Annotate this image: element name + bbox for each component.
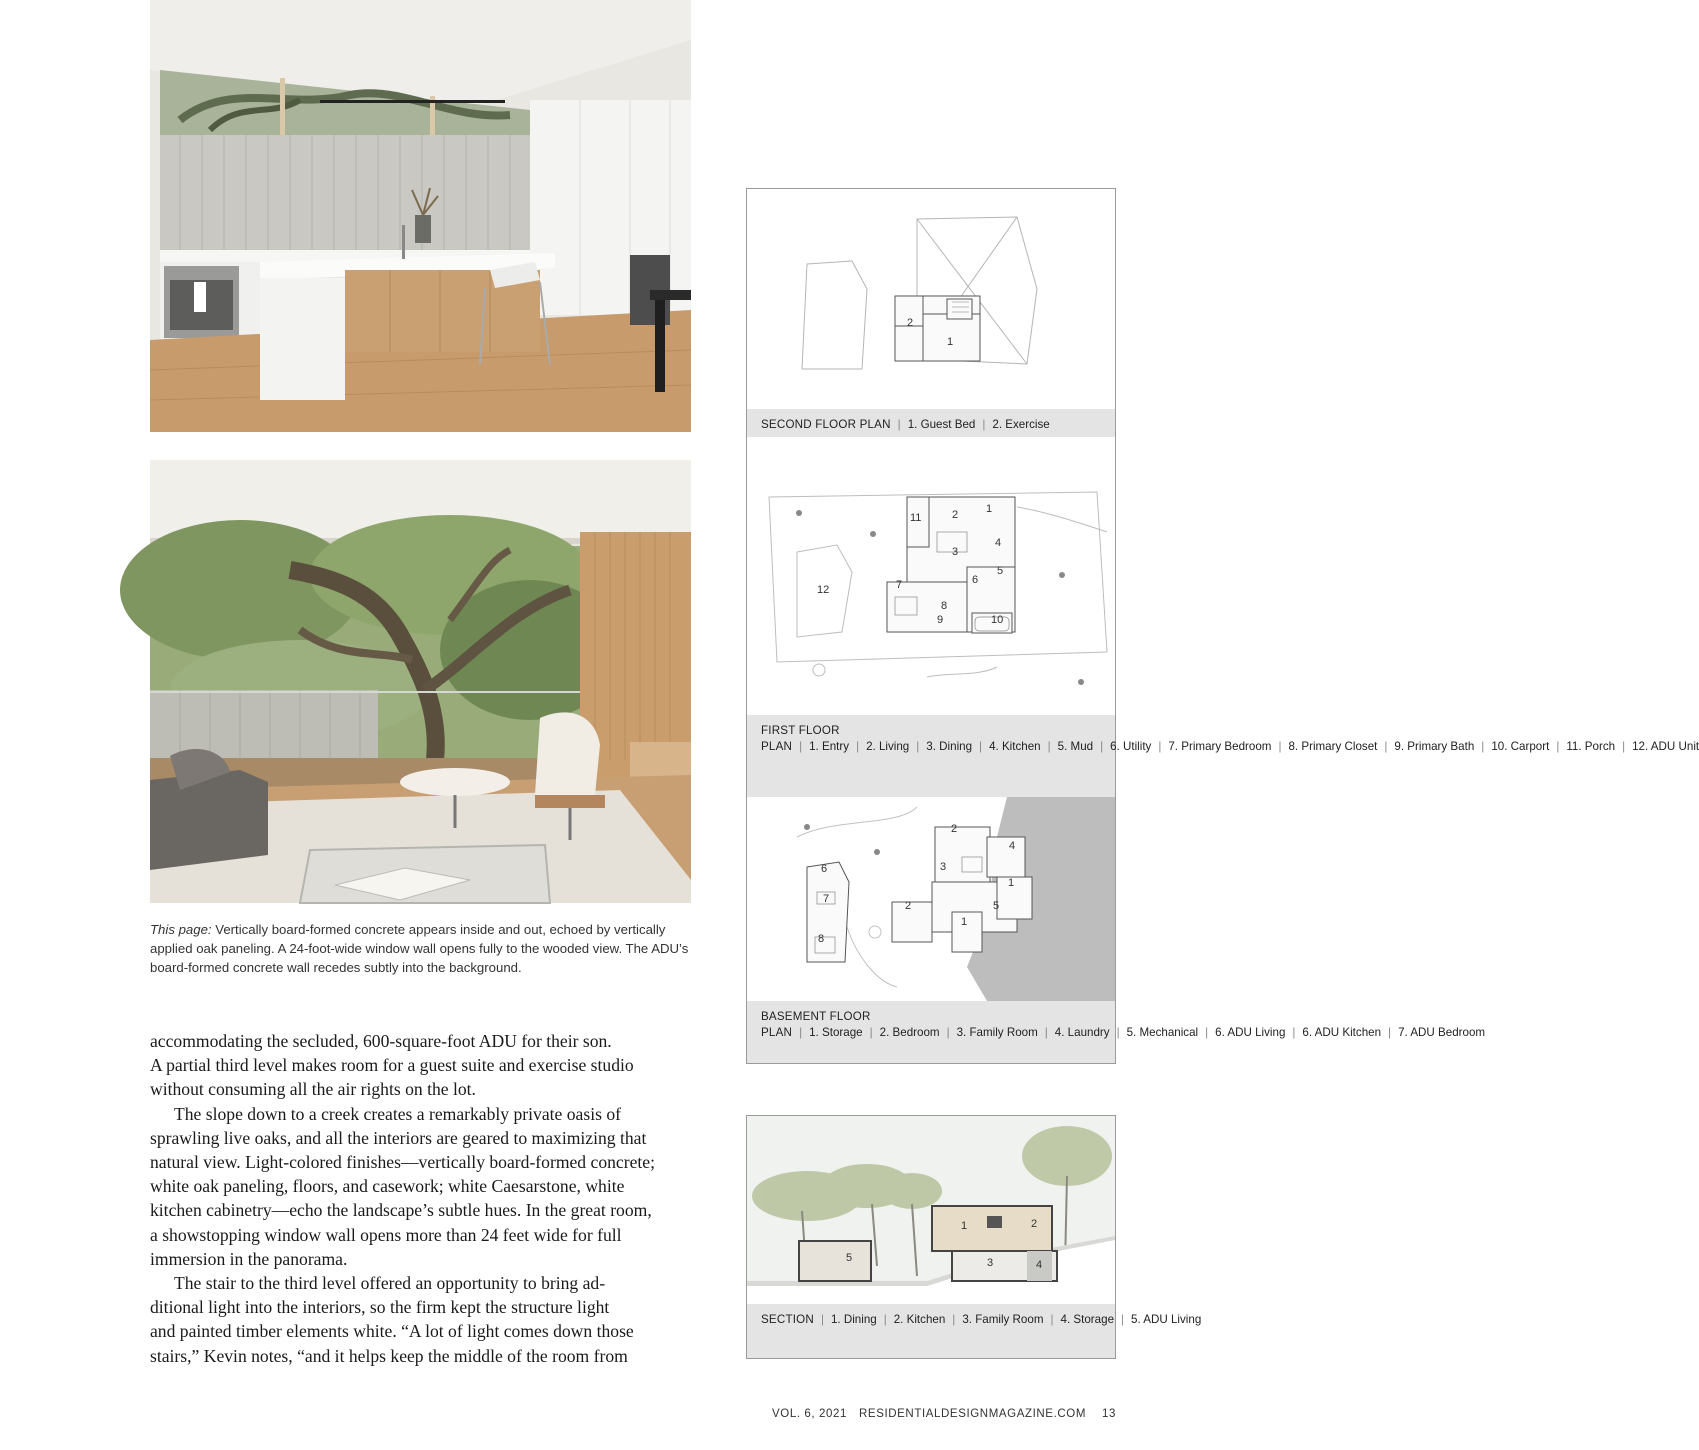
- basement-floor-plan-legend: BASEMENT FLOOR PLAN | 1. Storage | 2. Bedroom | 3. Family Room | 4. Laundry | 5. Mechanical | 6. ADU Living | 6. ADU Kitchen | 7. ADU Bedroom: [747, 1001, 1115, 1063]
- text-line: stairs,” Kevin notes, “and it helps keep the middle of the room from: [150, 1345, 628, 1366]
- legend-item: 8. Primary Closet: [1288, 740, 1378, 753]
- first-floor-plan-title: FIRST FLOOR PLAN: [761, 724, 840, 753]
- plan-number: 11: [910, 512, 922, 524]
- legend-item: 5. Mud: [1057, 740, 1094, 753]
- caption-lead: This page:: [150, 922, 212, 937]
- basement-floor-plan-drawing: [747, 797, 1115, 1001]
- plan-number: 4: [995, 537, 1002, 549]
- legend-item: 9. Primary Bath: [1394, 740, 1475, 753]
- plan-number: 7: [896, 579, 903, 591]
- legend-item: 6. ADU Living: [1215, 1026, 1286, 1039]
- legend-item: 5. Mechanical: [1126, 1026, 1199, 1039]
- legend-item: 1. Dining: [830, 1313, 877, 1326]
- second-floor-plan-title: SECOND FLOOR PLAN: [761, 418, 891, 431]
- legend-item: 1. Entry: [809, 740, 850, 753]
- legend-item: 4. Laundry: [1054, 1026, 1110, 1039]
- text-line: A partial third level makes room for a guest suite and exercise studio: [150, 1055, 634, 1076]
- legend-item: 1. Guest Bed: [907, 418, 976, 431]
- floor-plans-panel: [746, 188, 1699, 1064]
- plan-number: 2: [907, 317, 914, 329]
- legend-item: 4. Kitchen: [989, 740, 1041, 753]
- section-number: 1: [961, 1220, 968, 1232]
- legend-item: 5. ADU Living: [1131, 1313, 1202, 1326]
- plan-number: 8: [818, 933, 825, 945]
- paragraph-1: [150, 1029, 695, 1102]
- legend-item: 3. Dining: [926, 740, 973, 753]
- text-line: without consuming all the air rights on the lot.: [150, 1079, 476, 1100]
- plan-number: 12: [817, 584, 830, 596]
- text-line: a showstopping window wall opens more than 24 feet wide for full: [150, 1224, 622, 1245]
- legend-item: 4. Storage: [1060, 1313, 1115, 1326]
- second-floor-plan-drawing: [747, 189, 1115, 409]
- legend-item: 3. Family Room: [962, 1313, 1044, 1326]
- plan-number: 5: [997, 565, 1004, 577]
- legend-item: 2. Bedroom: [879, 1026, 940, 1039]
- text-line: immersion in the panorama.: [150, 1248, 348, 1269]
- legend-item: 6. ADU Kitchen: [1302, 1026, 1382, 1039]
- plan-number: 5: [993, 900, 1000, 912]
- legend-item: 7. Primary Bedroom: [1168, 740, 1272, 753]
- plan-number: 10: [991, 614, 1004, 626]
- plan-number: 1: [986, 503, 993, 515]
- legend-item: 1. Storage: [809, 1026, 863, 1039]
- legend-item: 2. Living: [866, 740, 910, 753]
- page-number: 13: [1102, 1408, 1116, 1420]
- section-title: SECTION: [761, 1313, 814, 1326]
- legend-item: 12. ADU Unit: [1632, 740, 1699, 753]
- basement-floor-plan-title: BASEMENT FLOOR PLAN: [761, 1010, 871, 1039]
- text-line: and painted timber elements white. “A lot of light comes down those: [150, 1321, 634, 1342]
- text-line: ditional light into the interiors, so the firm kept the structure light: [150, 1297, 610, 1318]
- legend-item: 11. Porch: [1566, 740, 1616, 753]
- footer-site: RESIDENTIALDESIGNMAGAZINE.COM: [859, 1408, 1086, 1420]
- section-legend: SECTION | 1. Dining | 2. Kitchen | 3. Family Room | 4. Storage | 5. ADU Living: [747, 1304, 1115, 1358]
- kitchen-photo: [150, 0, 691, 432]
- plan-number: 7: [823, 893, 830, 905]
- article-body: [150, 1029, 695, 1368]
- page-footer: [760, 1408, 1116, 1420]
- plan-number: 2: [952, 509, 959, 521]
- legend-item: 2. Exercise: [992, 418, 1050, 431]
- plan-number: 8: [941, 600, 948, 612]
- footer-volume: VOL. 6, 2021: [772, 1408, 848, 1420]
- section-number: 5: [846, 1252, 853, 1264]
- text-line: natural view. Light-colored finishes—vertically board-formed concrete;: [150, 1152, 655, 1173]
- legend-item: 10. Carport: [1491, 740, 1550, 753]
- plan-number: 3: [940, 861, 947, 873]
- first-floor-plan-drawing: [747, 437, 1115, 715]
- second-floor-plan-legend: SECOND FLOOR PLAN | 1. Guest Bed | 2. Exercise: [747, 409, 1115, 437]
- text-line: accommodating the secluded, 600-square-foot ADU for their son.: [150, 1031, 612, 1051]
- legend-item: 6. Utility: [1110, 740, 1152, 753]
- text-line: sprawling live oaks, and all the interiors are geared to maximizing that: [150, 1127, 647, 1148]
- plan-number: 2: [951, 823, 958, 835]
- paragraph-2: [150, 1102, 695, 1271]
- plan-number: 9: [937, 614, 944, 626]
- text-line: The stair to the third level offered an opportunity to bring ad-: [174, 1273, 606, 1294]
- plan-number: 1: [1008, 877, 1015, 889]
- text-line: white oak paneling, floors, and casework; white Caesarstone, white: [150, 1176, 625, 1197]
- plan-number: 6: [972, 574, 979, 586]
- paragraph-3: [150, 1271, 695, 1368]
- section-panel: [746, 1115, 1202, 1359]
- plan-number: 1: [947, 336, 954, 348]
- text-line: kitchen cabinetry—echo the landscape’s subtle hues. In the great room,: [150, 1200, 652, 1221]
- plan-number: 3: [952, 546, 959, 558]
- legend-item: 2. Kitchen: [893, 1313, 946, 1326]
- legend-item: 7. ADU Bedroom: [1398, 1026, 1486, 1039]
- photo-caption: [150, 920, 695, 977]
- first-floor-plan-legend: FIRST FLOOR PLAN | 1. Entry | 2. Living | 3. Dining | 4. Kitchen | 5. Mud | 6. Utility | 7. Primary Bedroom | 8. Primary Closet | 9. Primary Bath | 10. Carport | 11. Porch | 12. ADU Unit: [747, 715, 1115, 797]
- plan-number: 4: [1009, 840, 1016, 852]
- section-number: 4: [1036, 1259, 1043, 1271]
- plan-number: 1: [961, 916, 968, 928]
- plan-number: 6: [821, 863, 828, 875]
- plan-number: 2: [905, 900, 912, 912]
- legend-item: 3. Family Room: [956, 1026, 1038, 1039]
- caption-text: Vertically board-formed concrete appears inside and out, echoed by vertically applied oak paneling. A 24-foot-wide window wall opens fully to the wooded view. The ADU’s board-formed concrete wall recedes subtly into the background.: [150, 922, 689, 975]
- living-room-photo: [150, 460, 691, 903]
- text-line: The slope down to a creek creates a remarkably private oasis of: [174, 1103, 621, 1124]
- section-number: 3: [987, 1257, 994, 1269]
- section-number: 2: [1031, 1218, 1038, 1230]
- section-drawing: [747, 1116, 1115, 1304]
